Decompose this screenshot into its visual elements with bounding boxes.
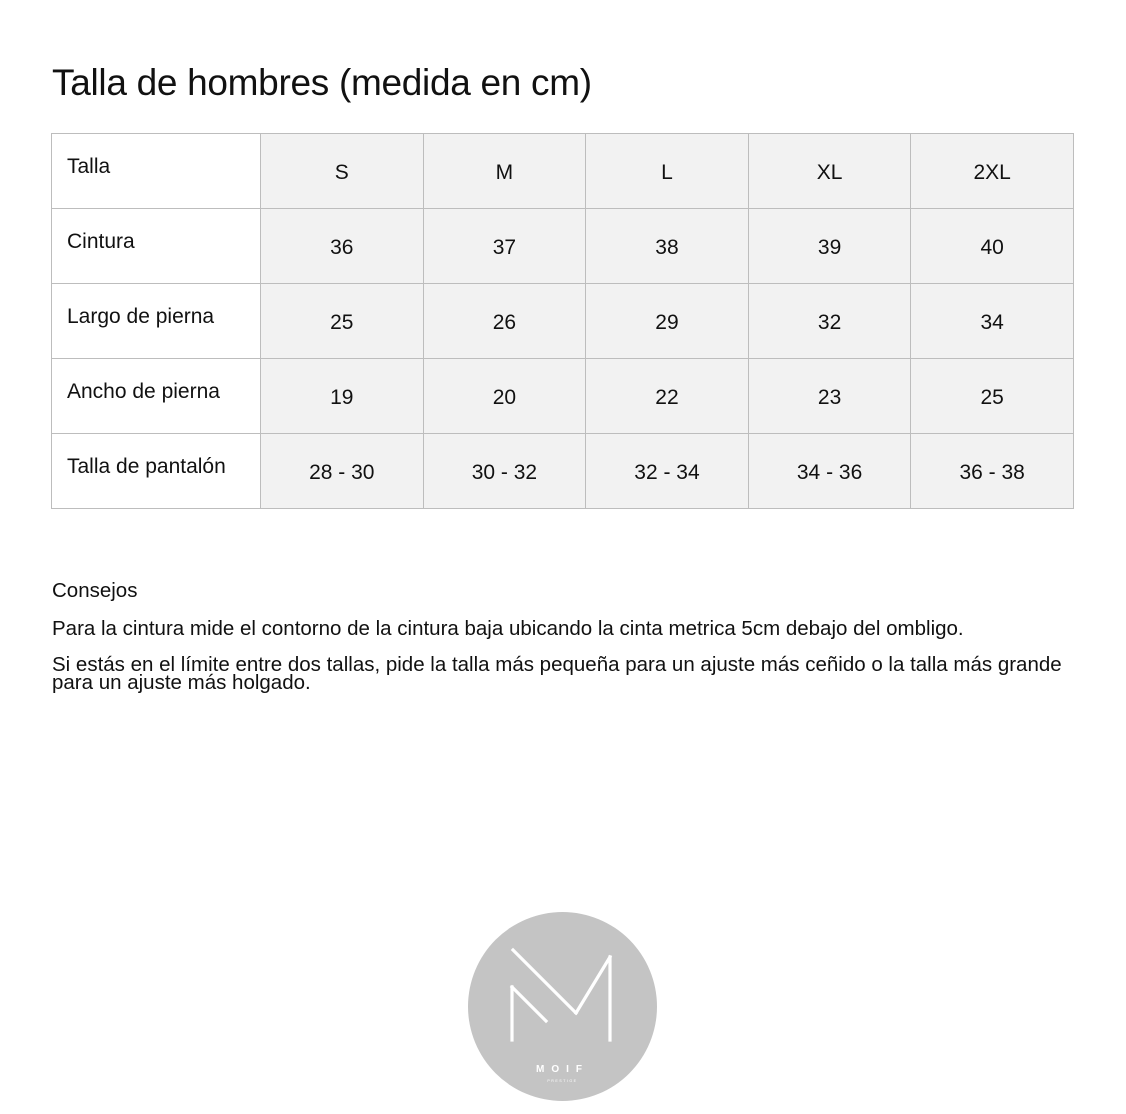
cell-value: 30 - 32	[471, 461, 538, 484]
row-label: Ancho de pierna	[67, 380, 220, 403]
cell-value: 29	[655, 311, 679, 334]
size-header-cell	[261, 134, 424, 209]
cell-value: 34 - 36	[796, 461, 863, 484]
value-cell	[586, 284, 749, 359]
cell-value: 34	[980, 311, 1004, 334]
value-cell	[748, 359, 911, 434]
tips-heading: Consejos	[52, 579, 138, 602]
value-cell	[423, 359, 586, 434]
moif-logo-icon	[468, 912, 657, 1101]
cell-value: 32 - 34	[634, 461, 700, 484]
cell-value: 20	[492, 386, 517, 409]
logo-tagline: PRESTIGE	[547, 1079, 578, 1083]
cell-value: 32	[817, 311, 842, 334]
page-title: Talla de hombres (medida en cm)	[52, 62, 592, 103]
logo-wordmark: MOIF	[536, 1064, 589, 1075]
value-cell	[586, 359, 749, 434]
cell-value: 40	[980, 236, 1004, 259]
value-cell	[748, 284, 911, 359]
value-cell	[423, 209, 586, 284]
size-header-cell	[748, 134, 911, 209]
cell-value: 28 - 30	[309, 461, 375, 484]
cell-value: 39	[817, 236, 842, 259]
cell-value: 26	[492, 311, 517, 334]
size-chart-table	[51, 133, 1074, 509]
size-header-cell	[911, 134, 1074, 209]
cell-value: 22	[655, 386, 679, 409]
header-label: Talla	[67, 155, 111, 178]
table-row-largo-de-pierna	[52, 284, 1074, 359]
tip-waist: Para la cintura mide el contorno de la cintura baja ubicando la cinta metrica 5cm debajo del ombligo.	[52, 617, 964, 640]
value-cell	[911, 284, 1074, 359]
header-label-cell	[52, 134, 261, 209]
size-header-xl: XL	[816, 161, 843, 184]
value-cell	[911, 434, 1074, 509]
value-cell	[423, 284, 586, 359]
table-header-row	[52, 134, 1074, 209]
table-row-ancho-de-pierna	[52, 359, 1074, 434]
cell-value: 36	[330, 236, 354, 259]
cell-value: 38	[655, 236, 679, 259]
size-header-m: M	[495, 161, 514, 184]
size-header-cell	[586, 134, 749, 209]
value-cell	[261, 209, 424, 284]
cell-value: 19	[330, 386, 354, 409]
size-header-s: S	[334, 161, 349, 184]
table-row-cintura	[52, 209, 1074, 284]
row-label: Cintura	[67, 230, 135, 253]
cell-value: 25	[980, 386, 1004, 409]
tip-between-sizes: Si estás en el límite entre dos tallas, pide la talla más pequeña para un ajuste más ceñido o la talla más grande para un ajuste más holgado.	[52, 653, 1062, 694]
size-header-l: L	[661, 161, 673, 184]
value-cell	[911, 359, 1074, 434]
value-cell	[748, 434, 911, 509]
value-cell	[261, 284, 424, 359]
cell-value: 25	[330, 311, 354, 334]
value-cell	[261, 434, 424, 509]
row-label-cell	[52, 284, 261, 359]
row-label: Largo de pierna	[67, 305, 215, 328]
table-row-talla-de-pantalon	[52, 434, 1074, 509]
row-label: Talla de pantalón	[67, 455, 226, 478]
row-label-cell	[52, 434, 261, 509]
value-cell	[423, 434, 586, 509]
value-cell	[586, 434, 749, 509]
value-cell	[586, 209, 749, 284]
row-label-cell	[52, 209, 261, 284]
row-label-cell	[52, 359, 261, 434]
value-cell	[911, 209, 1074, 284]
size-header-cell	[423, 134, 586, 209]
cell-value: 36 - 38	[959, 461, 1025, 484]
tips-section	[52, 578, 1062, 710]
cell-value: 37	[492, 236, 517, 259]
cell-value: 23	[817, 386, 842, 409]
value-cell	[748, 209, 911, 284]
size-header-2xl: 2XL	[973, 161, 1011, 184]
brand-logo	[468, 912, 657, 1101]
value-cell	[261, 359, 424, 434]
